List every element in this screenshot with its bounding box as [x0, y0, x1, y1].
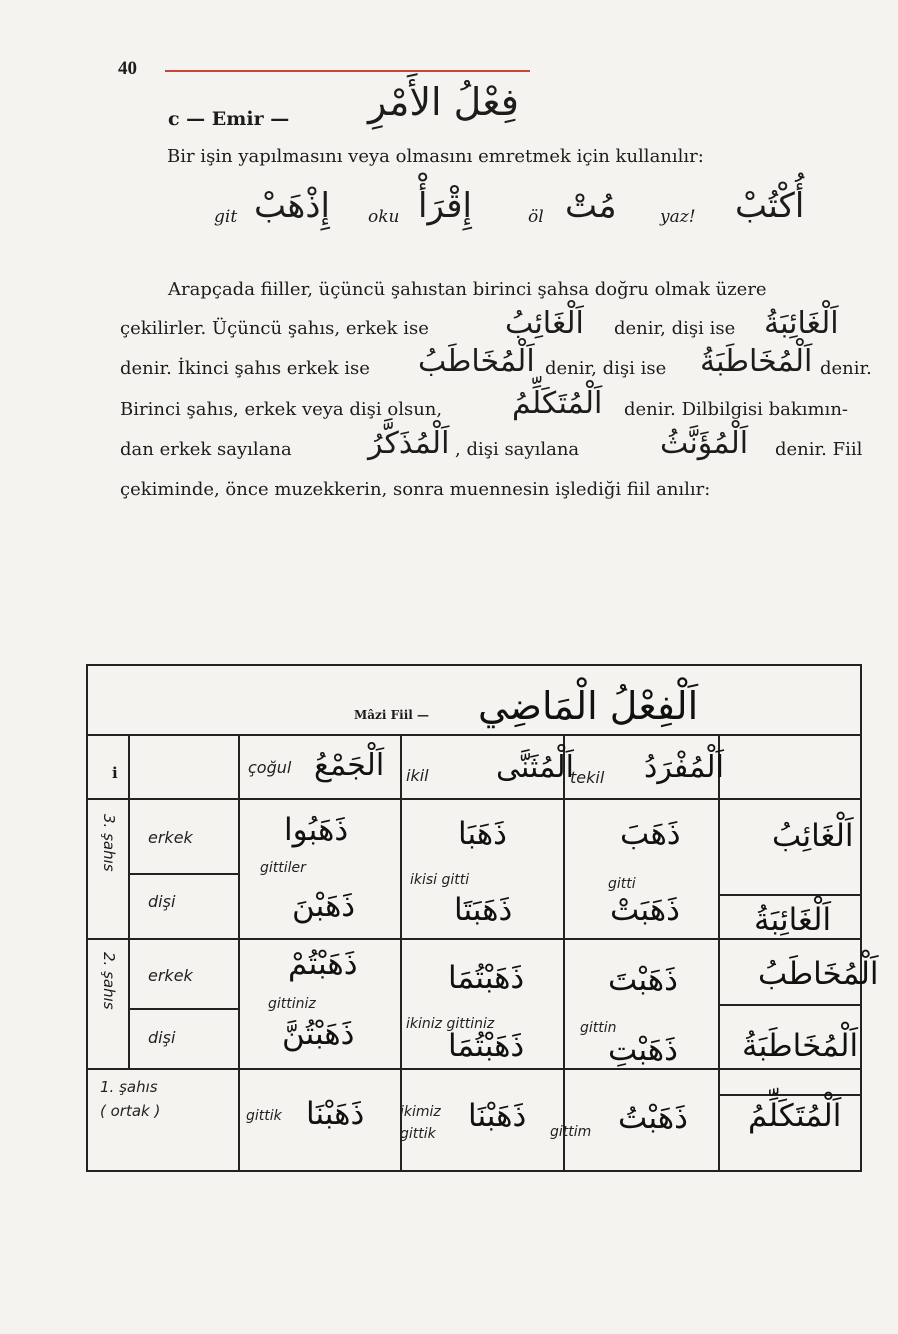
gender-erkek-2: erkek: [148, 966, 193, 985]
table-rule-gender-3: [128, 873, 238, 875]
term-muennes: اَلْمُؤَنَّثُ: [660, 426, 749, 461]
table-rule-group-2: [88, 938, 860, 940]
table-rule-title: [88, 734, 860, 736]
r2-person: اَلْغَائِبَةُ: [754, 902, 832, 938]
paragraph-line-6: çekiminde, önce muzekkerin, sonra muennesin işlediği fiil anılır:: [120, 479, 711, 500]
section-heading-emir: [168, 108, 289, 130]
group-label-2: 2. şahıs: [100, 952, 118, 1010]
r1-person: اَلْغَائِبُ: [772, 818, 854, 854]
page-number: 40: [118, 58, 137, 79]
gender-disi-3: dişi: [148, 892, 176, 911]
r2-ikil: ذَهَبَتَا: [454, 892, 513, 928]
paragraph-line-5b: , dişi sayılana: [455, 439, 580, 460]
r3-tekil: ذَهَبْتَ: [608, 962, 678, 998]
group-label-3: 3. şahıs: [100, 814, 118, 872]
conjugation-table: [86, 664, 879, 1172]
paragraph-line-4a: Birinci şahıs, erkek veya dişi olsun,: [120, 399, 443, 420]
r2-cogul: ذَهَبْنَ: [292, 888, 356, 924]
table-col-5: [718, 734, 720, 1172]
table-col-1: [128, 734, 130, 1070]
example-tr-3: öl: [528, 207, 544, 227]
r3-cogul-note: gittiniz: [268, 996, 316, 1012]
example-ar-1: إِذْهَبْ: [254, 186, 330, 226]
emir-arabic-term: فِعْلُ الأَمْرِ: [368, 80, 519, 124]
r3-person: اَلْمُخَاطَبُ: [758, 956, 879, 992]
table-rule-group-1: [88, 1068, 860, 1070]
r3-tekil-note: gittin: [580, 1020, 617, 1036]
r4-cogul: ذَهَبْتُنَّ: [282, 1016, 355, 1052]
r3-ikil-note: ikiniz gittiniz: [406, 1016, 495, 1032]
r5-tekil-note: gittim: [550, 1124, 592, 1140]
r4-ikil: ذَهَبْتُمَا: [448, 1028, 525, 1064]
paragraph-line-2a: çekilirler. Üçüncü şahıs, erkek ise: [120, 318, 429, 339]
header-cogul: çoğul: [248, 758, 292, 777]
r3-ikil: ذَهَبْتُمَا: [448, 960, 525, 996]
r3-cogul: ذَهَبْتُمْ: [288, 946, 358, 982]
gender-erkek-3: erkek: [148, 828, 193, 847]
emir-label: c — Emir —: [168, 108, 290, 130]
header-cogul-arabic: اَلْجَمْعُ: [314, 748, 385, 783]
header-rule: [165, 70, 530, 72]
term-gaibe: اَلْغَائِبَةُ: [764, 306, 839, 341]
r4-tekil: ذَهَبْتِ: [608, 1032, 678, 1068]
header-ikil-arabic: اَلْمُثَنَّى: [496, 750, 574, 785]
table-col-2: [238, 734, 240, 1172]
example-ar-3: مُتْ: [565, 186, 617, 226]
r5-ikil-note-1: ikimiz: [400, 1104, 441, 1120]
r4-person: اَلْمُخَاطَبَةُ: [742, 1028, 859, 1064]
r2-tekil: ذَهَبَتْ: [610, 892, 680, 928]
paragraph-line-4b: denir. Dilbilgisi bakımın-: [624, 399, 848, 420]
group-label-1-line1: 1. şahıs: [100, 1078, 158, 1096]
paragraph-line-2b: denir, dişi ise: [614, 318, 736, 339]
table-rule-header: [88, 798, 860, 800]
table-rule-gender-2: [128, 1008, 238, 1010]
term-gaib: اَلْغَائِبُ: [505, 306, 584, 341]
example-tr-2: oku: [368, 207, 400, 227]
r1-cogul: ذَهَبُوا: [284, 812, 349, 848]
table-rule-person-2: [718, 1004, 860, 1006]
r5-cogul-note: gittik: [246, 1108, 282, 1124]
paragraph-line-5c: denir. Fiil: [775, 439, 863, 460]
paragraph-line-3c: denir.: [820, 358, 872, 379]
r1-ikil: ذَهَبَا: [458, 816, 507, 852]
header-i: i: [112, 764, 118, 782]
r5-tekil: ذَهَبْتُ: [618, 1100, 688, 1136]
paragraph-line-5a: dan erkek sayılana: [120, 439, 292, 460]
paragraph-line-1: Arapçada fiiller, üçüncü şahıstan birinci şahsa doğru olmak üzere: [168, 279, 767, 300]
paragraph-line-3b: denir, dişi ise: [545, 358, 667, 379]
gender-disi-2: dişi: [148, 1028, 176, 1047]
table-title-arabic: اَلْفِعْلُ الْمَاضِي: [478, 684, 699, 728]
r5-cogul: ذَهَبْنَا: [306, 1096, 365, 1132]
r1-tekil: ذَهَبَ: [620, 816, 681, 852]
r5-ikil-note-2: gittik: [400, 1126, 436, 1142]
header-tekil-arabic: اَلْمُفْرَدُ: [644, 750, 724, 785]
table-rule-person-1: [718, 1094, 860, 1096]
term-muhatab: اَلْمُخَاطَبُ: [418, 344, 535, 379]
header-ikil: ikil: [406, 766, 429, 785]
r5-ikil: ذَهَبْنَا: [468, 1098, 527, 1134]
group-label-1-line2: ( ortak ): [100, 1102, 161, 1120]
example-tr-4: yaz!: [660, 207, 696, 227]
example-tr-1: git: [214, 207, 238, 227]
example-ar-4: أُكْتُبْ: [735, 186, 805, 226]
paragraph-line-3a: denir. İkinci şahıs erkek ise: [120, 358, 370, 379]
table-col-4: [563, 734, 565, 1172]
example-ar-2: إِقْرَأْ: [418, 186, 472, 226]
term-muzekker: اَلْمُذَكَّرُ: [368, 426, 450, 461]
header-tekil: tekil: [570, 768, 605, 787]
intro-text: Bir işin yapılmasını veya olmasını emretmek için kullanılır:: [167, 146, 704, 167]
term-mutekellim: اَلْمُتَكَلِّمُ: [512, 386, 603, 421]
table-title-label: Mâzi Fiil —: [354, 708, 429, 722]
r1-ikil-note: ikisi gitti: [410, 872, 470, 888]
r5-person: اَلْمُتَكَلِّمُ: [748, 1098, 842, 1134]
r1-tekil-note: gitti: [608, 876, 636, 892]
table-rule-person-3: [718, 894, 860, 896]
r1-cogul-note: gittiler: [260, 860, 306, 876]
term-muhataba: اَلْمُخَاطَبَةُ: [700, 344, 813, 379]
